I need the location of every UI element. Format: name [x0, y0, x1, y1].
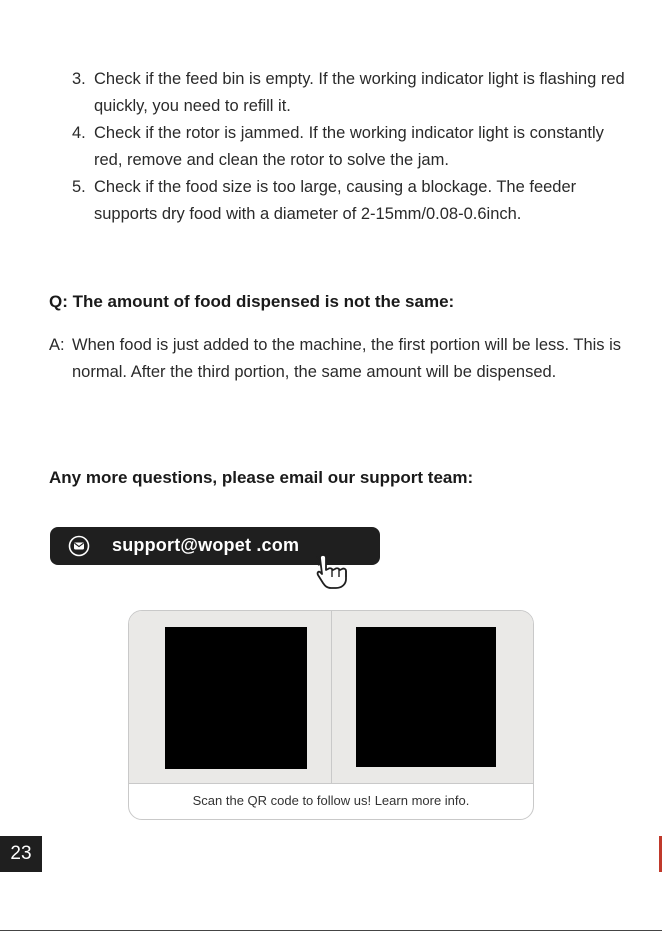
faq-answer — [49, 332, 662, 386]
troubleshooting-steps — [72, 66, 632, 228]
qr-code-image[interactable] — [356, 627, 496, 767]
email-address[interactable]: support@wopet .com — [112, 535, 300, 555]
step-text: Check if the rotor is jammed. If the working indicator light is constantly red, remove and clean the rotor to solve the jam. — [94, 124, 604, 169]
step-number: 5. — [72, 178, 86, 196]
step-item — [72, 120, 632, 174]
pointing-hand-icon — [314, 553, 358, 591]
faq-answer-text: When food is just added to the machine, the first portion will be less. This is normal. After the third portion, the same amount will be dispensed. — [72, 336, 622, 381]
mail-icon — [68, 535, 90, 557]
qr-code-area — [129, 611, 533, 784]
page-number: 23 — [0, 836, 42, 872]
divider — [0, 930, 662, 931]
step-number: 3. — [72, 70, 86, 88]
qr-card — [128, 610, 534, 820]
contact-heading: Any more questions, please email our support team: — [49, 468, 474, 487]
divider — [331, 611, 332, 783]
step-item — [72, 174, 632, 228]
faq-answer-prefix: A: — [49, 336, 65, 354]
qr-code-image[interactable] — [165, 627, 307, 769]
step-text: Check if the food size is too large, causing a blockage. The feeder supports dry food with a diameter of 2-15mm/0.08-0.6inch. — [94, 178, 577, 223]
faq-question: Q: The amount of food dispensed is not the same: — [49, 292, 455, 311]
step-number: 4. — [72, 124, 86, 142]
step-item — [72, 66, 632, 120]
qr-caption: Scan the QR code to follow us! Learn more info. — [192, 793, 470, 808]
step-text: Check if the feed bin is empty. If the working indicator light is flashing red quickly, you need to refill it. — [94, 70, 625, 115]
